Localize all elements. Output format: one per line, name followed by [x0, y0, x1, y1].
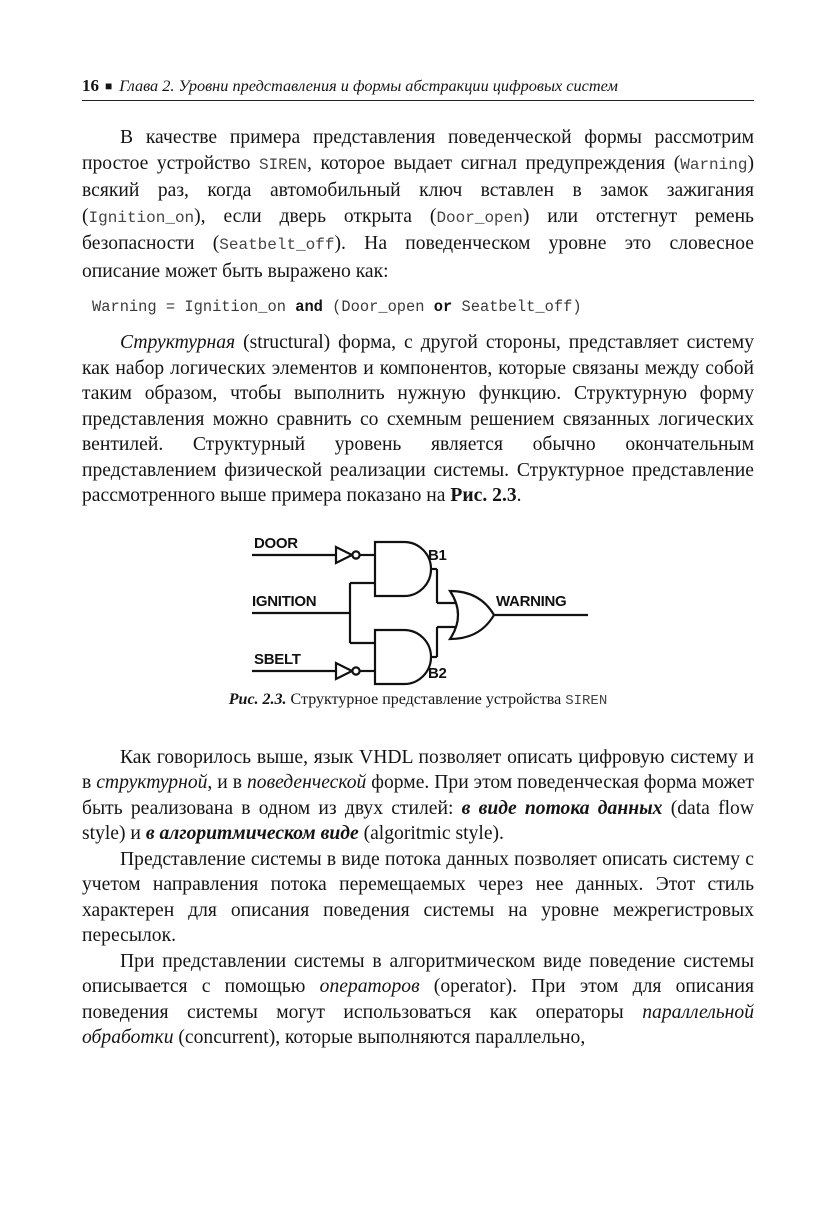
running-header	[82, 76, 754, 101]
or-gate-icon	[450, 591, 494, 639]
paragraph-dataflow: Представление системы в виде потока данных позволяет описать систему с учетом направления потока перемещаемых через нее данных. Этот стиль характерен для описания поведения системы на уровне межрегистровых пересылок.	[82, 848, 754, 946]
paragraph-algorithmic: При представлении системы в алгоритмическом виде поведение системы описывается с помощью операторов (operator). При этом для описания поведения системы могут использоваться как операторы параллельной обработки (concurrent), которые выполняются параллельно,	[82, 950, 754, 1048]
page-number: 16	[82, 76, 99, 95]
label-door: DOOR	[254, 534, 298, 552]
door-inverter-bubble-icon	[352, 551, 359, 558]
figure-reference: Рис. 2.3	[450, 485, 517, 506]
paragraph-behavioral-intro: В качестве примера представления поведенческой формы рассмотрим простое устройство SIREN, которое выдает сигнал предупреждения (Warning) всякий раз, когда автомобильный ключ вставлен в замок зажигания (Ignition_on), если дверь открыта (Door_open) или отстегнут ремень безопасности (Seatbelt_off). На поведенческом уровне это словесное описание может быть выражено как:	[82, 127, 755, 282]
and-gate-b2-icon	[375, 630, 431, 684]
code-door-open: Door_open	[436, 208, 523, 227]
book-page	[82, 76, 754, 1051]
label-ignition: IGNITION	[252, 592, 317, 610]
code-siren: SIREN	[258, 155, 307, 174]
code-seatbelt-off: Seatbelt_off	[219, 236, 335, 254]
keyword-and: and	[295, 298, 323, 316]
caption-label: Рис. 2.3.	[228, 690, 287, 708]
chapter-title: Глава 2. Уровни представления и формы абстракции цифровых систем	[119, 76, 618, 95]
paragraph-vhdl-forms: Как говорилось выше, язык VHDL позволяет описать цифровую систему и в структурной, и в поведенческой форме. При этом поведенческая форма может быть реализована в одном из двух стилей: в виде потока данных (data flow style) и в алгоритмическом виде (algoritmic style).	[82, 746, 754, 844]
paragraph-structural: Структурная (structural) форма, с другой стороны, представляет систему как набор логических элементов и компонентов, которые связаны между собой таким образом, чтобы выполнить нужную функцию. Структурную форму представления можно сравнить со схемным решением связанных логических вентилей. Структурный уровень является обычно окончательным представлением физической реализации системы. Структурное представление рассмотренного выше примера показано на Рис. 2.3.	[82, 332, 754, 506]
figure-caption: Рис. 2.3. Структурное представление устройства SIREN	[228, 690, 608, 709]
door-inverter-icon	[336, 547, 352, 563]
logic-circuit-diagram	[82, 534, 754, 687]
label-warning: WARNING	[496, 592, 567, 610]
label-b1: B1	[428, 546, 447, 564]
caption-code: SIREN	[565, 692, 608, 709]
and-gate-b1-icon	[375, 542, 431, 596]
sbelt-inverter-icon	[336, 663, 352, 679]
figure-siren-schematic	[82, 534, 754, 687]
code-ignition-on: Ignition_on	[88, 208, 195, 227]
square-separator-icon: ■	[105, 79, 113, 93]
code-warning: Warning	[680, 155, 748, 174]
term-structural: Структурная	[120, 332, 236, 353]
label-b2: B2	[428, 664, 447, 682]
sbelt-inverter-bubble-icon	[352, 667, 359, 674]
label-sbelt: SBELT	[254, 650, 301, 668]
code-expression: Warning = Ignition_on and (Door_open or Seatbelt_off)	[92, 298, 582, 316]
keyword-or: or	[433, 298, 453, 316]
